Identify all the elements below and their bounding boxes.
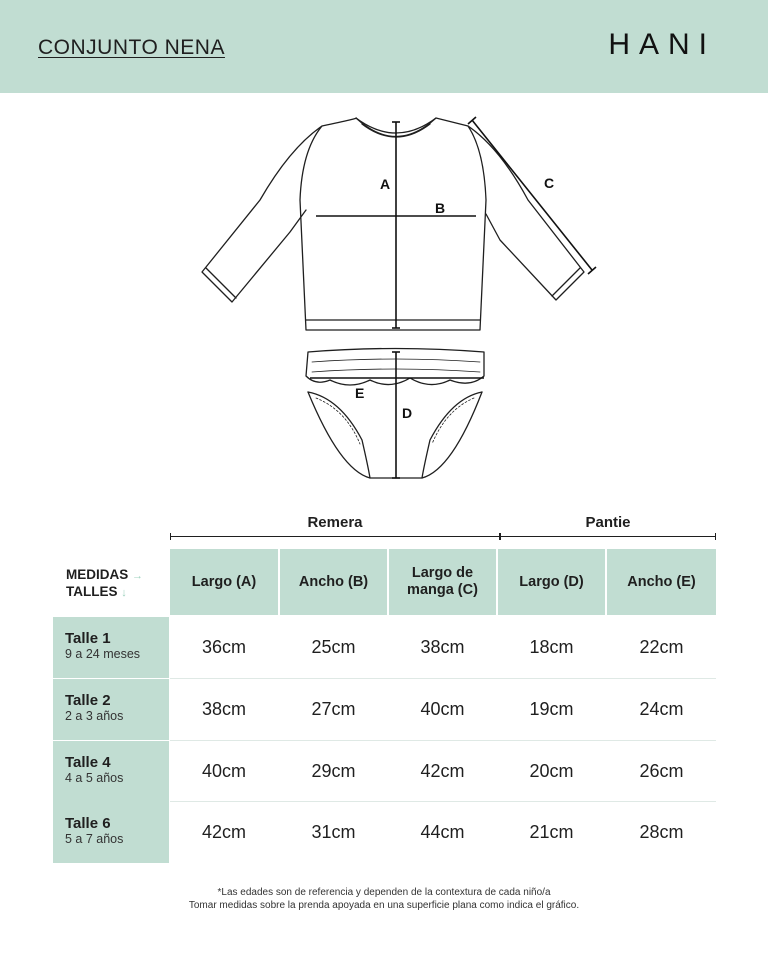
table-cell: 40cm — [201, 761, 246, 781]
size-age: 9 a 24 meses — [65, 647, 141, 661]
group-pantie: Pantie — [585, 514, 631, 531]
bracket-pantie — [500, 536, 716, 537]
table-cell: 18cm — [529, 637, 574, 657]
garment-diagram — [0, 100, 768, 500]
size-age: 2 a 3 años — [65, 709, 124, 723]
size-name: Talle 6 — [65, 815, 111, 832]
footnote-measure: Tomar medidas sobre la prenda apoyada en una superficie plana como indica el gráfico. — [188, 900, 580, 911]
footnote-age: *Las edades son de referencia y dependen de la contextura de cada niño/a — [217, 887, 551, 898]
table-cell: 36cm — [201, 637, 246, 657]
size-name: Talle 1 — [65, 630, 111, 647]
table-cell: 38cm — [420, 637, 465, 657]
table-cell: 40cm — [420, 699, 465, 719]
table-cell: 42cm — [420, 761, 465, 781]
bracket-remera — [170, 536, 500, 537]
measure-d-label: D — [402, 405, 413, 421]
table-legend — [66, 567, 143, 601]
table-cell: 22cm — [639, 637, 684, 657]
page-title: CONJUNTO NENA — [38, 36, 225, 59]
measure-c-label: C — [544, 175, 555, 191]
column-header: Ancho (B) — [280, 549, 387, 615]
legend-medidas: MEDIDAS — [66, 567, 129, 582]
size-age: 5 a 7 años — [65, 832, 124, 846]
measure-e-label: E — [355, 385, 365, 401]
table-cell: 26cm — [639, 761, 684, 781]
size-name: Talle 4 — [65, 754, 111, 771]
brand-logo: HANI — [608, 28, 716, 61]
arrow-right-icon: → — [132, 570, 144, 582]
size-age: 4 a 5 años — [65, 771, 124, 785]
legend-talles: TALLES — [66, 584, 118, 599]
measure-a-label: A — [380, 176, 391, 192]
table-cell: 21cm — [529, 822, 574, 842]
group-remera: Remera — [307, 514, 363, 531]
pantie-outline — [306, 349, 484, 386]
header-bar — [0, 0, 768, 93]
table-cell: 27cm — [311, 699, 356, 719]
table-cell: 29cm — [311, 761, 356, 781]
table-cell: 44cm — [420, 822, 465, 842]
column-header: Ancho (E) — [607, 549, 716, 615]
row-header — [53, 679, 169, 740]
table-cell: 24cm — [639, 699, 684, 719]
table-cell: 19cm — [529, 699, 574, 719]
arrow-down-icon: ↓ — [121, 587, 127, 599]
table-cell: 20cm — [529, 761, 574, 781]
table-cell: 38cm — [201, 699, 246, 719]
size-name: Talle 2 — [65, 692, 111, 709]
table-cell: 31cm — [311, 822, 356, 842]
table-cell: 28cm — [639, 822, 684, 842]
row-header — [53, 802, 169, 863]
column-header: Largo de manga (C) — [389, 549, 496, 615]
table-cell: 42cm — [201, 822, 246, 842]
row-header — [53, 741, 169, 802]
shirt-outline — [300, 118, 486, 330]
table-cell: 25cm — [311, 637, 356, 657]
measure-b-label: B — [435, 200, 446, 216]
column-header: Largo (D) — [498, 549, 605, 615]
column-header: Largo (A) — [170, 549, 278, 615]
row-header — [53, 617, 169, 678]
